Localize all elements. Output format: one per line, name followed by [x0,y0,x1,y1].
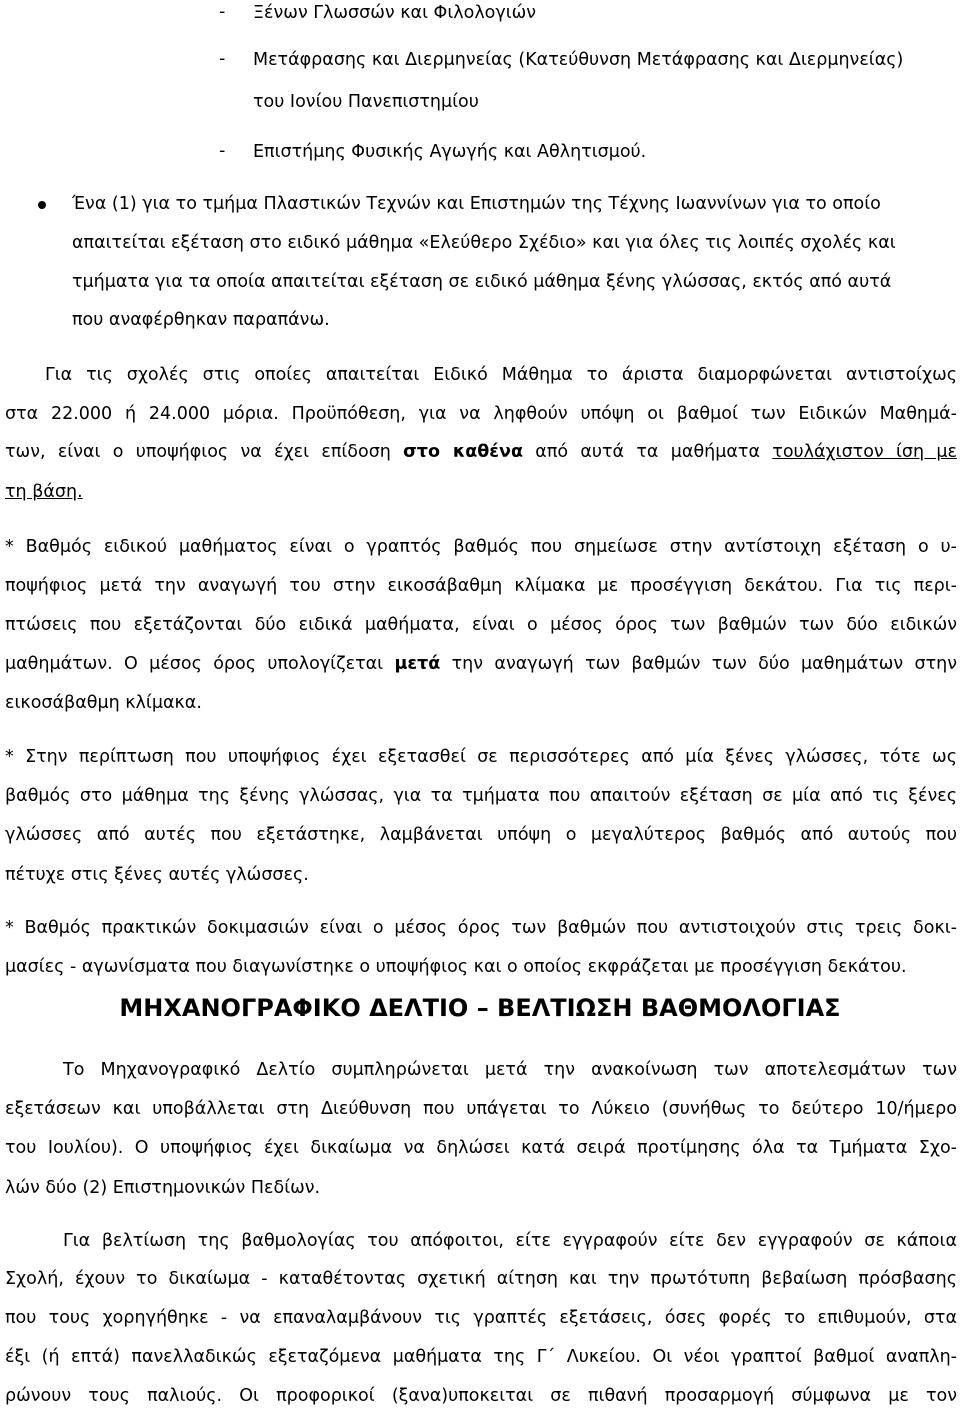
bullet-line: απαιτείται εξέταση στο ειδικό μάθημα «Ελεύθερο Σχέδιο» και για όλες τις λοιπές σχολές και [72,233,896,253]
list-dash: - [219,49,226,69]
bold-text: μετά [394,654,441,674]
paragraph-line: βαθμός στο μάθημα της ξένης γλώσσας, για τα τμήματα που απαιτούν εξέταση σε μία από τις ξένες [5,786,957,806]
bullet-line: Ένα (1) για το τμήμα Πλαστικών Τεχνών και Επιστημών της Τέχνης Ιωαννίνων για το οποίο [72,194,881,214]
text-run: από αυτά τα μαθήματα [522,442,773,462]
underlined-text: τη βάση. [5,482,83,502]
paragraph-line: * Στην περίπτωση που υποψήφιος έχει εξετασθεί σε περισσότερες από μία ξένες γλώσσες, τότε ως [5,747,957,767]
list-item: Ξένων Γλωσσών και Φιλολογιών [253,3,537,23]
paragraph-line [5,441,957,463]
paragraph-line: * Βαθμός ειδικού μαθήματος είναι ο γραπτός βαθμός που σημείωσε στην αντίστοιχη εξέταση ο υ- [5,537,957,557]
paragraph-line: Το Μηχανογραφικό Δελτίο συμπληρώνεται μετά την ανακοίνωση των αποτελεσμάτων των [63,1060,957,1080]
text-run: την αναγωγή των βαθμών των δύο μαθημάτων στην [440,654,957,674]
paragraph-line: του Ιουλίου). Ο υποψήφιος έχει δικαίωμα να δηλώσει κατά σειρά προτίμησης όλα τα Τμήματα Σχο- [5,1138,957,1158]
paragraph-line: * Βαθμός πρακτικών δοκιμασιών είναι ο μέσος όρος των βαθμών που αντιστοιχούν στις τρεις δοκι- [5,918,957,938]
bullet-line: τμήματα για τα οποία απαιτείται εξέταση σε ειδικό μάθημα ξένης γλώσσας, εκτός από αυτά [72,272,892,292]
paragraph-line: ρώνουν τους παλιούς. Οι προφορικοί (ξανα)υποκειται σε πιθανή προσαρμογή σύμφωνα με τον [5,1386,957,1406]
bullet-icon [38,201,46,209]
list-dash: - [219,2,226,22]
paragraph-line: πτώσεις που εξετάζονται δύο ειδικά μαθήματα, είναι ο μέσος όρος των βαθμών των δύο ειδικών [5,615,957,635]
paragraph-line: Για τις σχολές στις οποίες απαιτείται Ειδικό Μάθημα το άριστα διαμορφώνεται αντιστοίχως [45,365,957,385]
text-run: μαθημάτων. Ο μέσος όρος υπολογίζεται [5,654,395,674]
paragraph-line: στα 22.000 ή 24.000 μόρια. Προϋπόθεση, για να ληφθούν υπόψη οι βαθμοί των Ειδικών Μαθημά- [5,404,957,424]
paragraph-line: που τους χορηγήθηκε - να επαναλαμβάνουν τις γραπτές εξετάσεις, όσες φορές το επιθυμούν, στα [5,1308,957,1328]
paragraph-line: πέτυχε στις ξένες αυτές γλώσσες. [5,865,309,885]
paragraph-line [5,653,957,675]
list-item: του Ιονίου Πανεπιστημίου [253,92,479,112]
bold-text: στο καθένα [403,442,523,462]
paragraph-line: Για βελτίωση της βαθμολογίας του απόφοιτοι, είτε εγγραφούν είτε δεν εγγραφούν σε κάποια [63,1231,957,1251]
paragraph-line: Σχολή, έχουν το δικαίωμα - καταθέτοντας σχετική αίτηση και την πρωτότυπη βεβαίωση πρόσβασης [5,1269,957,1289]
paragraph-line: έξι (ή επτά) πανελλαδικώς εξεταζόμενα μαθήματα της Γ΄ Λυκείου. Οι νέοι γραπτοί βαθμοί αναπλη- [5,1347,957,1367]
list-dash: - [219,141,226,161]
list-item: Επιστήμης Φυσικής Αγωγής και Αθλητισμού. [253,142,647,162]
bullet-line: που αναφέρθηκαν παραπάνω. [72,310,330,330]
paragraph-line: γλώσσες από αυτές που εξετάστηκε, λαμβάνεται υπόψη ο μεγαλύτερος βαθμός από αυτούς που [5,825,957,845]
paragraph-line: λών δύο (2) Επιστημονικών Πεδίων. [5,1178,321,1198]
section-heading: ΜΗΧΑΝΟΓΡΑΦΙΚΟ ΔΕΛΤΙΟ – ΒΕΛΤΙΩΣΗ ΒΑΘΜΟΛΟΓΙΑΣ [119,994,841,1022]
paragraph-line [5,481,960,503]
underlined-text: τουλάχιστον ίση με [772,442,957,462]
paragraph-line: μασίες - αγωνίσματα που διαγωνίστηκε ο υποψήφιος και ο οποίος εκφράζεται με προσέγγιση δεκάτου. [5,957,907,977]
paragraph-line: εικοσάβαθμη κλίμακα. [5,693,202,713]
list-item: Μετάφρασης και Διερμηνείας (Κατεύθυνση Μετάφρασης και Διερμηνείας) [253,50,904,70]
paragraph-line: ποψήφιος μετά την αναγωγή του στην εικοσάβαθμη κλίμακα με προσέγγιση δεκάτου. Για τις περι- [5,576,957,596]
text-run: των, είναι ο υποψήφιος να έχει επίδοση [5,442,404,462]
paragraph-line: εξετάσεων και υποβάλλεται στη Διεύθυνση που υπάγεται το Λύκειο (συνήθως το δεύτερο 10/ήμερο [5,1099,957,1119]
